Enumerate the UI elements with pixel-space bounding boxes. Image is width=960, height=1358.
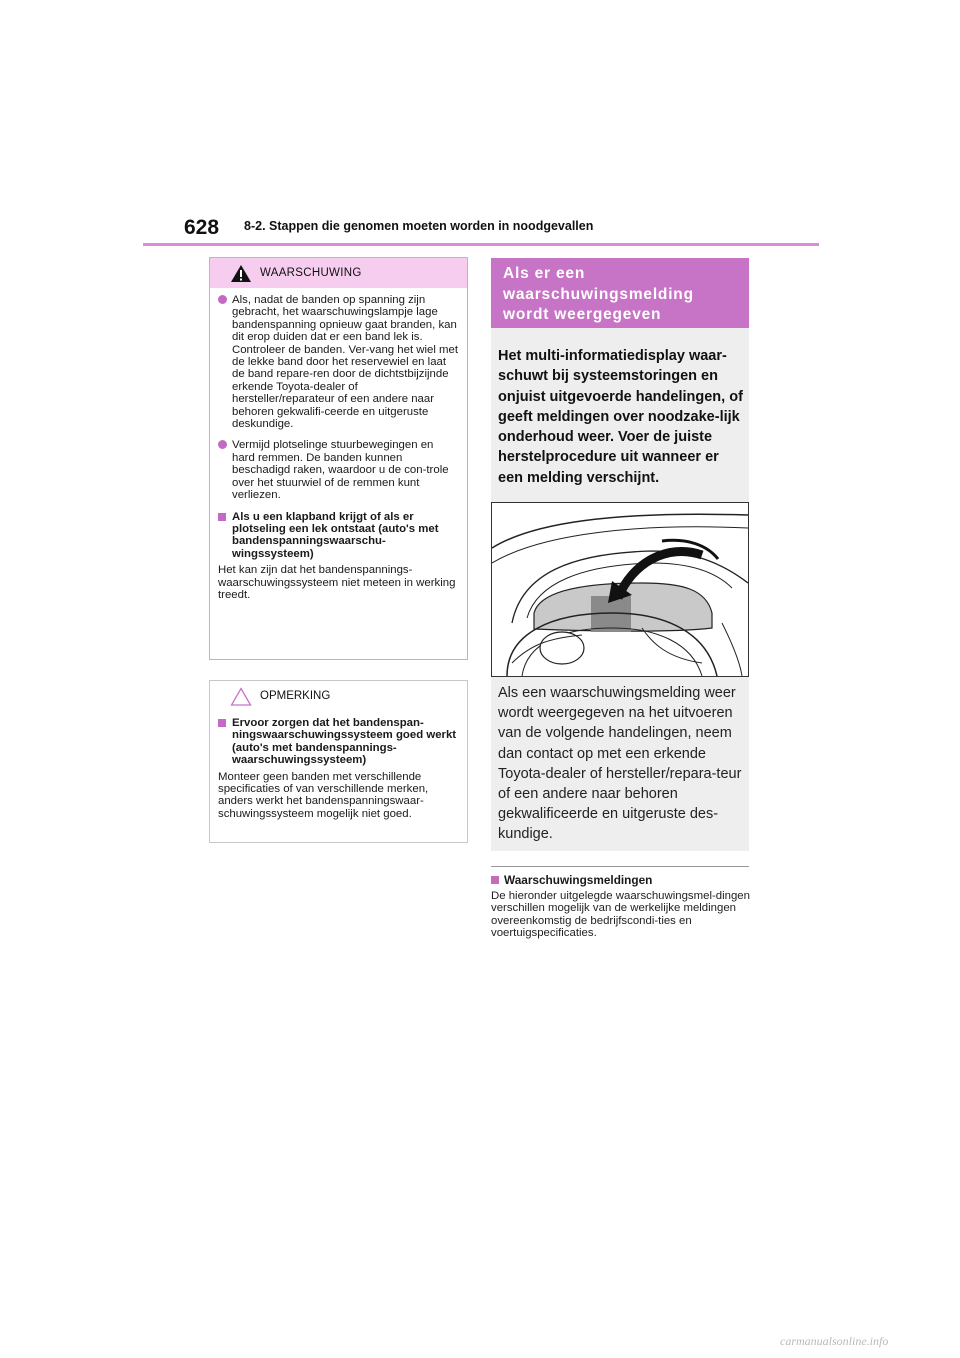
square-bullet-icon (491, 876, 499, 884)
bullet-icon (218, 295, 227, 304)
warning-item-text: Als, nadat de banden op spanning zijn gebracht, het waarschuwingslampje lage bandenspanning opnieuw gaat branden, kan dit erop duiden dat er een band lek is. Controleer de banden. Ver-vang het wiel met de lekke band door het reservewiel en laat de band repare-ren door de dichtstbijzijnde erkende Toyota-dealer of hersteller/reparateur of een andere naar behoren gekwalifi-ceerde en uitgeruste deskundige. (232, 294, 459, 431)
body-text: Als een waarschuwingsmelding weer wordt weergegeven na het uitvoeren van de volgende handelingen, neem dan contact op met een erkende Toyota-dealer of hersteller/repara-teur of een andere naar behoren gekwalificeerde en uitgeruste des-kundige. (498, 685, 742, 843)
warning-box (209, 257, 468, 660)
header-rule (143, 243, 819, 246)
warning-subheading-text: Als u een klapband krijgt of als er plotseling een lek ontstaat (auto's met bandenspanningswaarschu-wingssysteem) (232, 510, 439, 560)
watermark: carmanualsonline.info (780, 1334, 889, 1348)
section-banner: Als er een waarschuwingsmelding wordt weergegeven (491, 258, 749, 328)
note-subtext: Monteer geen banden met verschillende specificaties of van verschillende merken, anders werkt het bandenspanningswaar-schuwingssysteem mogelijk niet goed. (218, 770, 429, 820)
messages-text: De hieronder uitgelegde waarschuwingsmel-dingen verschillen mogelijk van de werkelijke meldingen overeenkomstig de bedrijfscondi-ties en voertuigspecificaties. (491, 890, 750, 939)
warning-subtext: Het kan zijn dat het bandenspannings-waarschuwingssysteem niet meteen in werking treedt. (218, 564, 456, 601)
note-subheading-text: Ervoor zorgen dat het bandenspan-ningswaarschuwingssysteem goed werkt (auto's met bandenspannings-waarschuwingssysteem) (232, 717, 457, 767)
warning-box-header (210, 258, 467, 288)
square-bullet-icon (218, 719, 226, 727)
note-subheading (218, 717, 459, 767)
warning-triangle-icon (230, 264, 252, 283)
intro-text: Het multi-informatiedisplay waar-schuwt bij systeemstoringen en onjuist uitgevoerde handelingen, of geeft meldingen over noodzake-lijk onderhoud weer. Voer de juiste herstelprocedure uit wanneer er een melding verschijnt. (498, 348, 743, 486)
warning-subheading (218, 511, 459, 561)
warning-item (218, 439, 459, 501)
warning-item-text: Vermijd plotselinge stuurbewegingen en hard remmen. De banden kunnen beschadigd raken, waardoor u de con-trole over het stuurwiel of de remmen kunt verliezen. (232, 439, 449, 502)
warning-label: WAARSCHUWING (260, 267, 362, 279)
square-bullet-icon (218, 513, 226, 521)
caution-triangle-icon (230, 687, 252, 706)
messages-heading-text: Waarschuwingsmeldingen (504, 873, 653, 887)
messages-heading (491, 873, 749, 887)
divider (491, 866, 749, 867)
page-number: 628 (184, 216, 220, 239)
warning-item (218, 294, 459, 430)
bullet-icon (218, 440, 227, 449)
dashboard-drawing (492, 503, 748, 676)
dashboard-illustration (491, 502, 749, 677)
section-title: 8-2. Stappen die genomen moeten worden in noodgevallen (244, 219, 594, 233)
note-box (209, 680, 468, 843)
note-box-header (210, 681, 467, 711)
note-label: OPMERKING (260, 690, 331, 702)
